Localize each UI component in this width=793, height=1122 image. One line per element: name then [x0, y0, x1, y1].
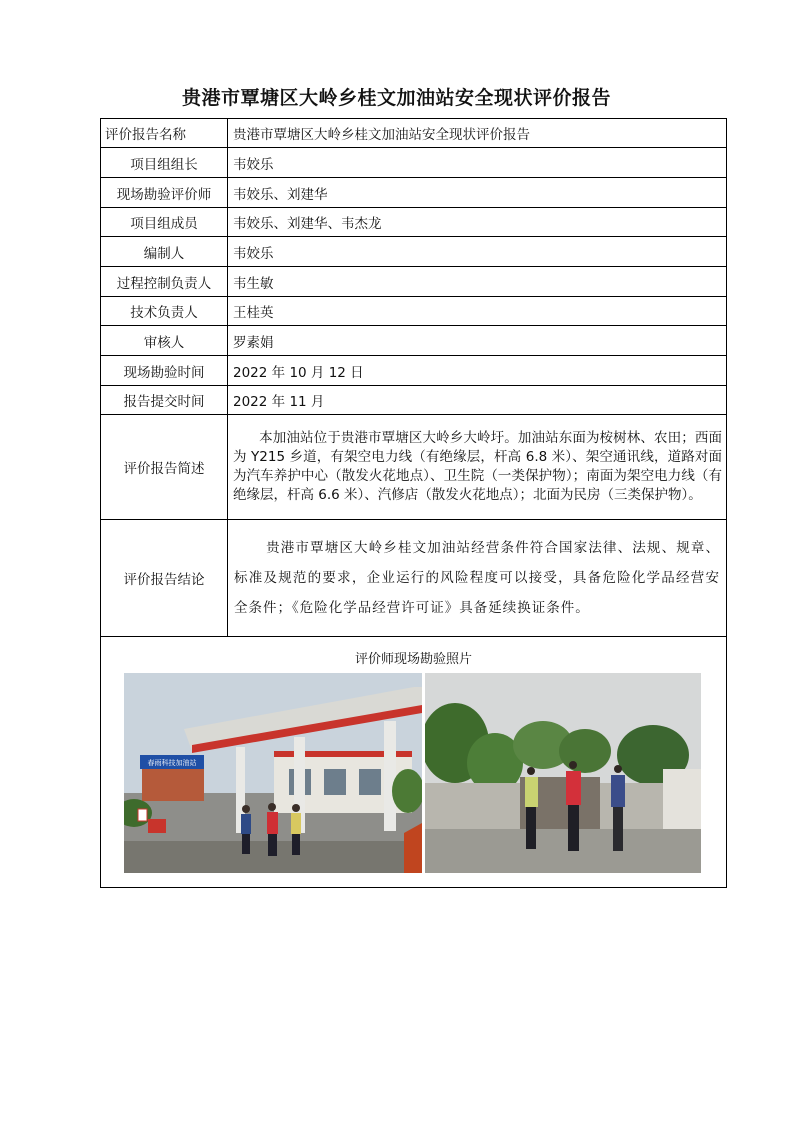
- process-control-value: 韦生敏: [228, 267, 727, 297]
- row-label: 过程控制负责人: [101, 267, 228, 297]
- submit-date-value: 2022 年 11 月: [228, 386, 727, 415]
- row-label: 项目组成员: [101, 208, 228, 237]
- gas-station-image: [124, 673, 422, 873]
- photo-area: [101, 673, 726, 887]
- summary-body: 本加油站位于贵港市覃塘区大岭乡大岭圩。加油站东面为桉树林、农田；西面为 Y215 乡道，有架空电力线（有绝缘层，杆高 6.8 米）、架空通讯线，道路对面为汽车养护中心（散发火花地点）、卫生院（一类保护物）；南面为架空电力线（有绝缘层，杆高 6.6 米）、汽修店（散发火花地点）；北面为民房（三类保护物）。: [233, 430, 722, 503]
- table-row: [101, 297, 727, 326]
- site-evaluators-value: 韦姣乐、刘建华: [228, 178, 727, 208]
- row-label: 项目组组长: [101, 148, 228, 178]
- row-label: 现场勘验评价师: [101, 178, 228, 208]
- summary-label: 评价报告简述: [101, 415, 228, 520]
- technical-lead-value: 王桂英: [228, 297, 727, 326]
- row-label: 现场勘验时间: [101, 356, 228, 386]
- summary-text: [228, 415, 727, 520]
- table-row: [101, 520, 727, 637]
- gas-station-photo: [124, 673, 422, 873]
- table-row: [101, 119, 727, 148]
- photo-caption: 评价师现场勘验照片: [354, 652, 472, 667]
- row-label: 报告提交时间: [101, 386, 228, 415]
- row-label: 审核人: [101, 326, 228, 356]
- reviewer-value: 罗素娟: [228, 326, 727, 356]
- table-row: [101, 267, 727, 297]
- table-row: [101, 637, 727, 888]
- compiler-value: 韦姣乐: [228, 237, 727, 267]
- row-label: 评价报告名称: [101, 119, 228, 148]
- site-image: [425, 673, 701, 873]
- row-label: 技术负责人: [101, 297, 228, 326]
- document-title: 贵港市覃塘区大岭乡桂文加油站安全现状评价报告: [181, 87, 611, 109]
- table-row: [101, 386, 727, 415]
- conclusion-label: 评价报告结论: [101, 520, 228, 637]
- row-label: 编制人: [101, 237, 228, 267]
- site-visit-date-value: 2022 年 10 月 12 日: [228, 356, 727, 386]
- table-row: [101, 356, 727, 386]
- report-table: [100, 118, 727, 888]
- team-members-value: 韦姣乐、刘建华、韦杰龙: [228, 208, 727, 237]
- table-row: [101, 326, 727, 356]
- table-row: [101, 237, 727, 267]
- photo-cell: [101, 637, 727, 888]
- conclusion-text: [228, 520, 727, 637]
- conclusion-body: 贵港市覃塘区大岭乡桂文加油站经营条件符合国家法律、法规、规章、标准及规范的要求，企业运行的风险程度可以接受，具备危险化学品经营安全条件；《危险化学品经营许可证》具备延续换证条件。: [234, 540, 720, 616]
- table-row: [101, 208, 727, 237]
- sign-text: 春雨科技加油站: [147, 759, 197, 767]
- report-name-value: 贵港市覃塘区大岭乡桂文加油站安全现状评价报告: [228, 119, 727, 148]
- team-leader-value: 韦姣乐: [228, 148, 727, 178]
- table-row: [101, 148, 727, 178]
- site-photo: [425, 673, 701, 873]
- table-row: [101, 415, 727, 520]
- table-row: [101, 178, 727, 208]
